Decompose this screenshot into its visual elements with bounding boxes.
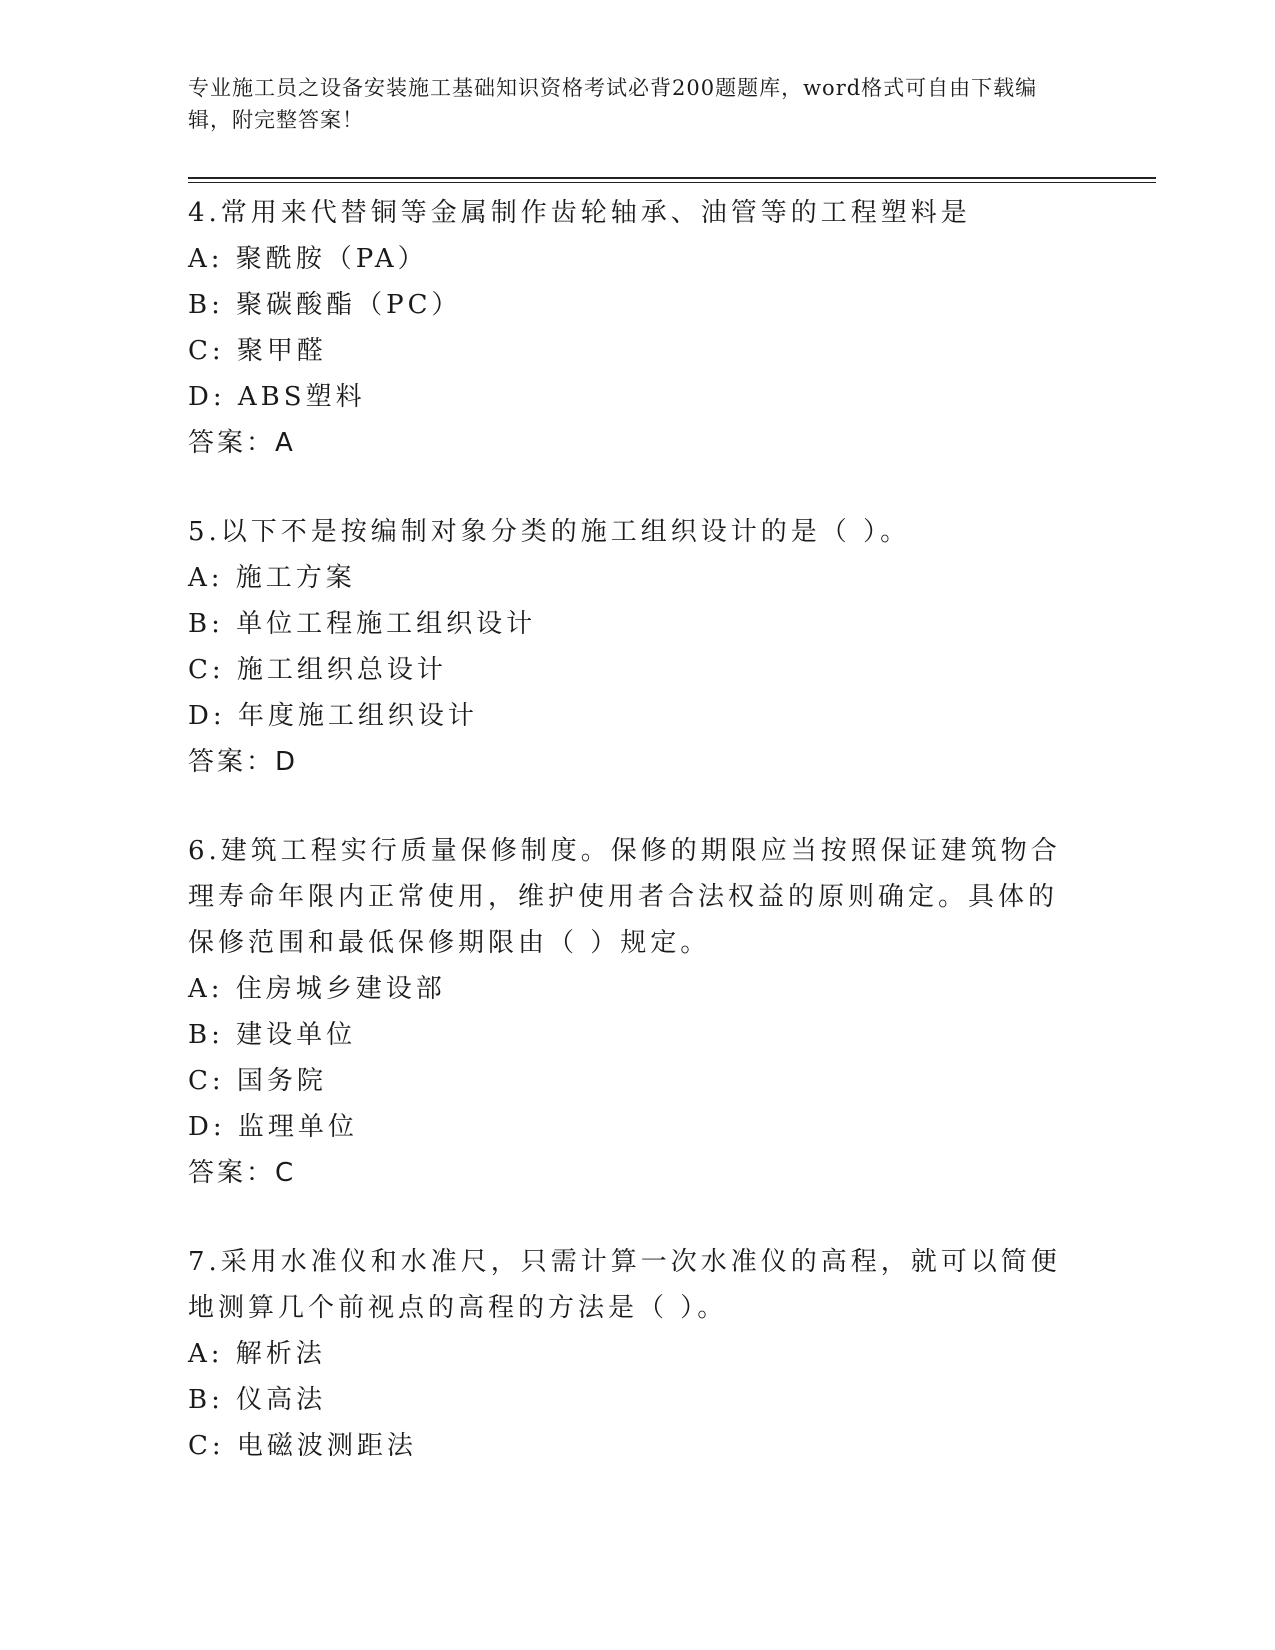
option-c: C: 聚甲醛	[188, 336, 327, 366]
option-b: B: 聚碳酸酯（PC）	[188, 290, 462, 320]
header-divider-thin	[188, 182, 1156, 183]
question-7	[188, 1239, 1068, 1469]
question-6	[188, 828, 1068, 1196]
header-divider-thick	[188, 177, 1156, 179]
option-a: A: 聚酰胺（PA）	[188, 244, 428, 274]
option-d: D: ABS塑料	[188, 382, 366, 412]
option-d: D: 年度施工组织设计	[188, 701, 478, 731]
option-a: A: 住房城乡建设部	[188, 974, 446, 1004]
answer: 答案：D	[188, 747, 299, 777]
option-c: C: 国务院	[188, 1066, 327, 1096]
question-list	[188, 190, 1068, 1469]
option-c: C: 电磁波测距法	[188, 1431, 417, 1461]
option-b: B: 单位工程施工组织设计	[188, 609, 537, 639]
question-text: 4.常用来代替铜等金属制作齿轮轴承、油管等的工程塑料是	[188, 198, 971, 228]
question-text: 6.建筑工程实行质量保修制度。保修的期限应当按照保证建筑物合理寿命年限内正常使用，维护使用者合法权益的原则确定。具体的保修范围和最低保修期限由（ ）规定。	[188, 836, 1061, 958]
option-b: B: 建设单位	[188, 1020, 357, 1050]
question-4	[188, 190, 1068, 466]
question-text: 7.采用水准仪和水准尺，只需计算一次水准仪的高程，就可以简便地测算几个前视点的高程的方法是（ ）。	[188, 1247, 1061, 1323]
question-text: 5.以下不是按编制对象分类的施工组织设计的是（ ）。	[188, 517, 911, 547]
option-c: C: 施工组织总设计	[188, 655, 447, 685]
question-5	[188, 509, 1068, 785]
document-header: 专业施工员之设备安装施工基础知识资格考试必背200题题库，word格式可自由下载编辑，附完整答案！	[188, 76, 1038, 132]
answer: 答案：C	[188, 1158, 297, 1188]
option-a: A: 施工方案	[188, 563, 356, 593]
answer: 答案：A	[188, 428, 296, 458]
option-a: A: 解析法	[188, 1339, 326, 1369]
option-d: D: 监理单位	[188, 1112, 358, 1142]
option-b: B: 仪高法	[188, 1385, 327, 1415]
